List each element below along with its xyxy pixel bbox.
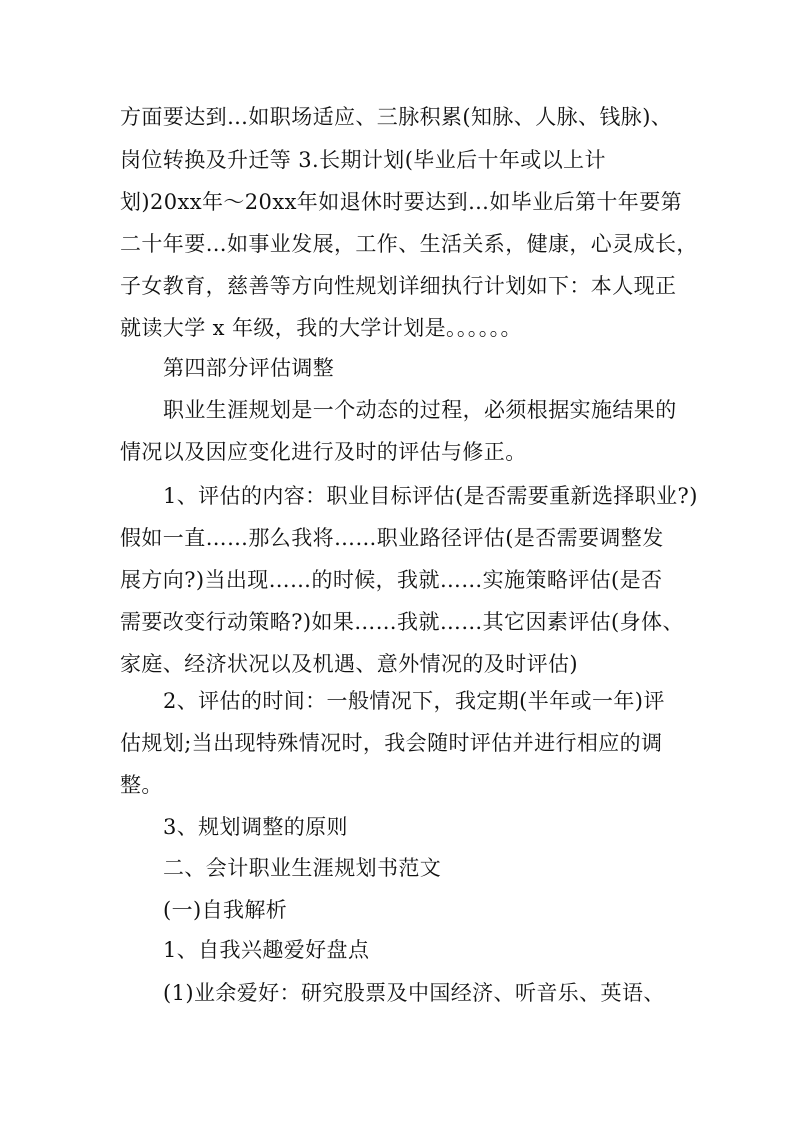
text-line-10: 1、评估的内容：职业目标评估(是否需要重新选择职业?) — [163, 484, 698, 508]
text-line-13: 需要改变行动策略?)如果……我就……其它因素评估(身体、 — [120, 610, 684, 634]
text-line-11: 假如一直……那么我将……职业路径评估(是否需要调整发 — [120, 526, 664, 550]
text-line-2: 岗位转换及升迁等 3.长期计划(毕业后十年或以上计 — [120, 148, 606, 172]
text-line-1: 方面要达到…如职场适应、三脉积累(知脉、人脉、钱脉)、 — [120, 105, 673, 129]
section-heading: 第四部分评估调整 — [163, 356, 335, 380]
text-line-15: 2、评估的时间：一般情况下，我定期(半年或一年)评 — [163, 689, 665, 713]
text-line-20: (一)自我解析 — [163, 898, 288, 922]
text-line-5: 子女教育，慈善等方向性规划详细执行计划如下：本人现正 — [120, 274, 677, 298]
text-line-6: 就读大学 x 年级，我的大学计划是。。。。。。 — [120, 316, 522, 340]
text-line-3: 划)20xx年～20xx年如退休时要达到…如毕业后第十年要第 — [120, 190, 683, 214]
text-line-21: 1、自我兴趣爱好盘点 — [163, 938, 370, 962]
text-line-12: 展方向?)当出现……的时候，我就……实施策略评估(是否 — [120, 568, 663, 592]
text-line-14: 家庭、经济状况以及机遇、意外情况的及时评估) — [120, 652, 578, 676]
text-line-8: 职业生涯规划是一个动态的过程，必须根据实施结果的 — [163, 398, 677, 422]
text-line-16: 估规划;当出现特殊情况时，我会随时评估并进行相应的调 — [120, 731, 663, 755]
text-line-9: 情况以及因应变化进行及时的评估与修正。 — [120, 440, 527, 464]
text-line-17: 整。 — [120, 773, 163, 797]
text-line-22: (1)业余爱好：研究股票及中国经济、听音乐、英语、 — [163, 981, 665, 1005]
subsection-heading: 二、会计职业生涯规划书范文 — [163, 856, 442, 880]
text-line-4: 二十年要…如事业发展，工作、生活关系，健康，心灵成长， — [120, 232, 698, 256]
text-line-18: 3、规划调整的原则 — [163, 815, 348, 839]
